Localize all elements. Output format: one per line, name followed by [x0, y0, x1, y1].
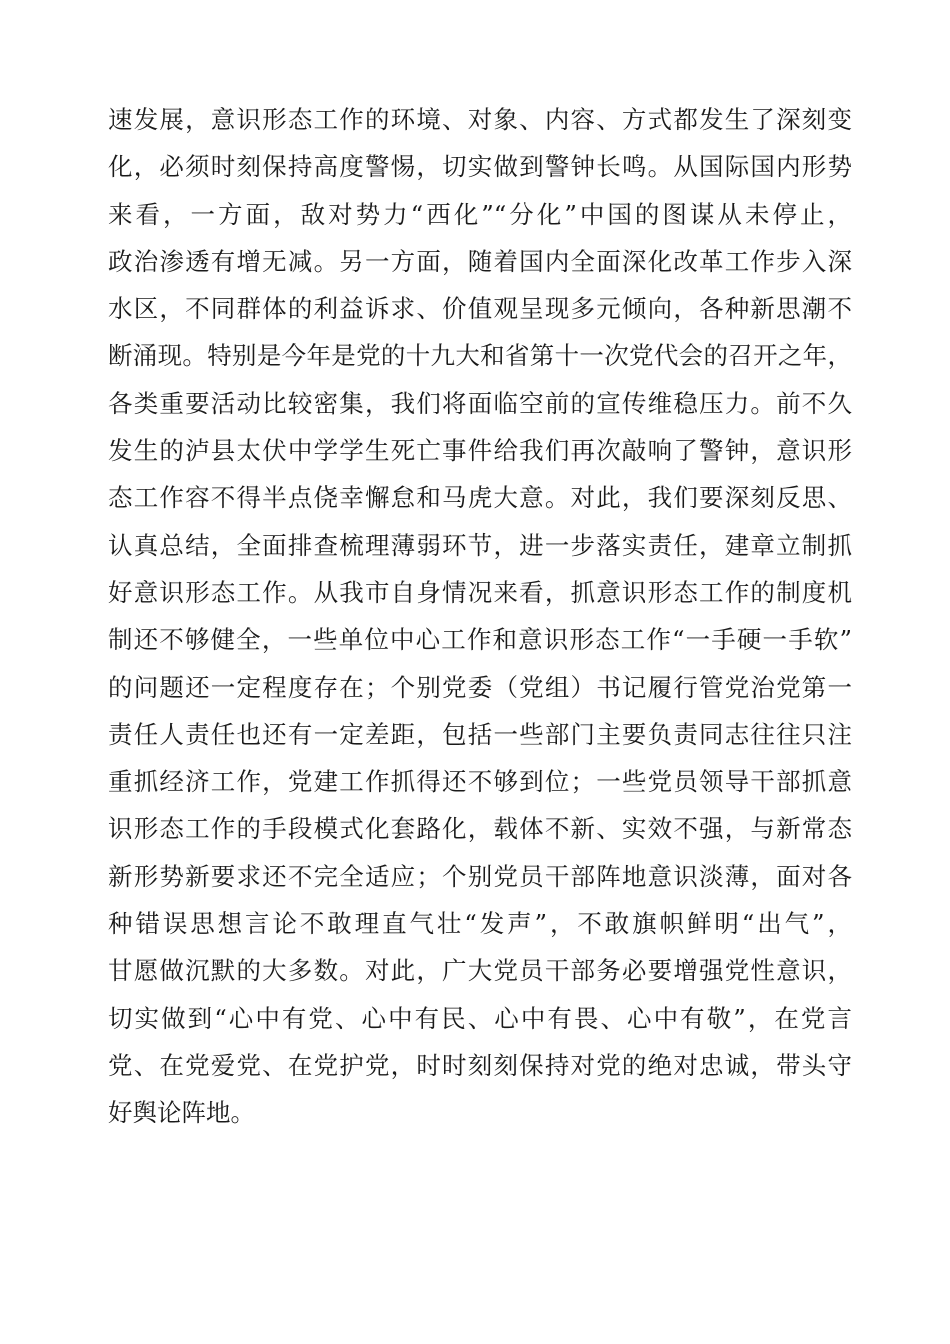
text-line: 的问题还一定程度存在；个别党委（党组）书记履行管党治党第一 [108, 672, 852, 702]
text-line: 制还不够健全，一些单位中心工作和意识形态工作“一手硬一手软” [108, 625, 852, 655]
text-line: 速发展，意识形态工作的环境、对象、内容、方式都发生了深刻变 [108, 105, 852, 134]
text-line: 新形势新要求还不完全适应；个别党员干部阵地意识淡薄，面对各 [108, 861, 852, 891]
text-line: 态工作容不得半点侥幸懈怠和马虎大意。对此，我们要深刻反思、 [108, 483, 852, 513]
text-line: 断涌现。特别是今年是党的十九大和省第十一次党代会的召开之年， [108, 341, 852, 371]
text-line: 甘愿做沉默的大多数。对此，广大党员干部务必要增强党性意识， [108, 956, 852, 986]
text-line: 水区，不同群体的利益诉求、价值观呈现多元倾向，各种新思潮不 [108, 294, 852, 324]
text-line: 发生的泸县太伏中学学生死亡事件给我们再次敲响了警钟，意识形 [108, 436, 852, 466]
text-line: 政治渗透有增无减。另一方面，随着国内全面深化改革工作步入深 [108, 246, 852, 276]
text-line: 重抓经济工作，党建工作抓得还不够到位；一些党员领导干部抓意 [108, 767, 852, 797]
text-line: 化，必须时刻保持高度警惕，切实做到警钟长鸣。从国际国内形势 [108, 152, 852, 182]
text-line: 识形态工作的手段模式化套路化，载体不新、实效不强，与新常态 [108, 814, 852, 844]
text-line: 责任人责任也还有一定差距，包括一些部门主要负责同志往往只注 [108, 719, 852, 749]
text-line: 切实做到“心中有党、心中有民、心中有畏、心中有敬”，在党言 [108, 1003, 852, 1033]
text-line: 党、在党爱党、在党护党，时时刻刻保持对党的绝对忠诚，带头守 [108, 1050, 852, 1080]
body-paragraph [108, 96, 852, 1137]
text-line: 来看，一方面，敌对势力“西化”“分化”中国的图谋从未停止， [108, 199, 852, 229]
text-line: 认真总结，全面排查梳理薄弱环节，进一步落实责任，建章立制抓 [108, 530, 852, 560]
text-line: 好意识形态工作。从我市自身情况来看，抓意识形态工作的制度机 [108, 577, 852, 607]
text-line: 各类重要活动比较密集，我们将面临空前的宣传维稳压力。前不久 [108, 388, 852, 418]
text-line: 好舆论阵地。 [108, 1098, 255, 1128]
text-line: 种错误思想言论不敢理直气壮“发声”，不敢旗帜鲜明“出气”， [108, 909, 852, 939]
